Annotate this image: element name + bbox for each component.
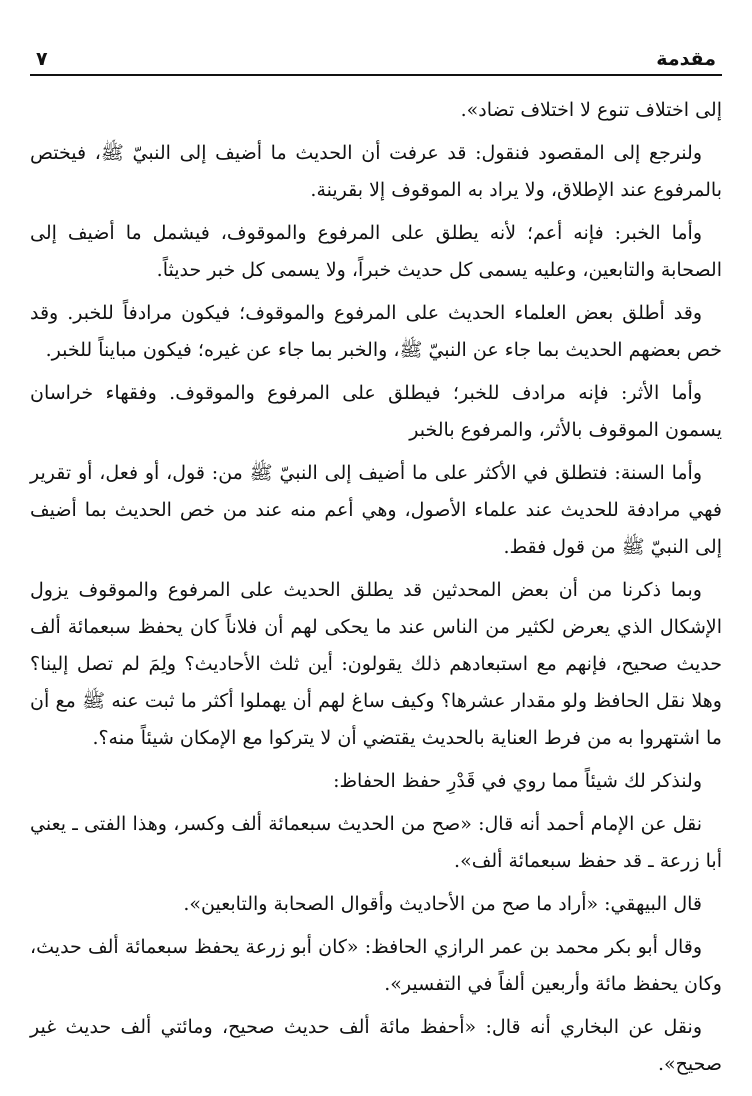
paragraph: ولنذكر لك شيئاً مما روي في قَدْرِ حفظ الحفاظ: — [333, 770, 702, 792]
paragraph: ونقل عن البخاري أنه قال: «أحفظ مائة ألف حديث صحيح، ومائتي ألف حديث غير صحيح». — [30, 1016, 722, 1075]
page-header — [30, 40, 722, 76]
page-body — [30, 92, 722, 1083]
paragraph: وأما السنة: فتطلق في الأكثر على ما أضيف إلى النبيّ ﷺ من: قول، أو فعل، أو تقرير فهي مرادفة للحديث عند علماء الأصول، وهي أعم منه عند من خص الحديث بما أضيف إلى النبيّ ﷺ من قول فقط. — [30, 462, 722, 558]
book-page — [30, 40, 722, 1086]
paragraph: قال البيهقي: «أراد ما صح من الأحاديث وأقوال الصحابة والتابعين». — [183, 893, 702, 915]
page-number: ٧ — [36, 48, 48, 70]
paragraph: وقد أطلق بعض العلماء الحديث على المرفوع والموقوف؛ فيكون مرادفاً للخبر. وقد خص بعضهم الحديث بما جاء عن النبيّ ﷺ، والخبر بما جاء عن غيره؛ فيكون مبايناً للخبر. — [30, 302, 722, 361]
paragraph: إلى اختلاف تنوع لا اختلاف تضاد». — [460, 99, 722, 121]
paragraph: نقل عن الإمام أحمد أنه قال: «صح من الحديث سبعمائة ألف وكسر، وهذا الفتى ـ يعني أبا زرعة ـ قد حفظ سبعمائة ألف». — [30, 813, 722, 872]
paragraph: وأما الأثر: فإنه مرادف للخبر؛ فيطلق على المرفوع والموقوف. وفقهاء خراسان يسمون الموقوف بالأثر، والمرفوع بالخبر — [30, 382, 722, 441]
paragraph: وقال أبو بكر محمد بن عمر الرازي الحافظ: «كان أبو زرعة يحفظ سبعمائة ألف حديث، وكان يحفظ مائة وأربعين ألفاً في التفسير». — [30, 936, 722, 995]
paragraph: وبما ذكرنا من أن بعض المحدثين قد يطلق الحديث على المرفوع والموقوف يزول الإشكال الذي يعرض لكثير من الناس عند ما يحكى لهم أن فلاناً كان يحفظ سبعمائة ألف حديث صحيح، فإنهم مع استبعادهم ذلك يقولون: أين ثلث الأحاديث؟ ولِمَ لم تصل إلينا؟ وهلا نقل الحافظ ولو مقدار عشرها؟ وكيف ساغ لهم أن يهملوا أكثر ما ثبت عنه ﷺ مع أن ما اشتهروا به من فرط العناية بالحديث يقتضي أن لا يتركوا مع الإمكان شيئاً منه؟. — [30, 579, 723, 749]
chapter-title: مقدمة — [656, 48, 716, 70]
paragraph: ولنرجع إلى المقصود فنقول: قد عرفت أن الحديث ما أضيف إلى النبيّ ﷺ، فيختص بالمرفوع عند الإطلاق، ولا يراد به الموقوف إلا بقرينة. — [30, 142, 722, 201]
paragraph: وأما الخبر: فإنه أعم؛ لأنه يطلق على المرفوع والموقوف، فيشمل ما أضيف إلى الصحابة والتابعين، وعليه يسمى كل حديث خبراً، ولا يسمى كل خبر حديثاً. — [30, 222, 722, 281]
